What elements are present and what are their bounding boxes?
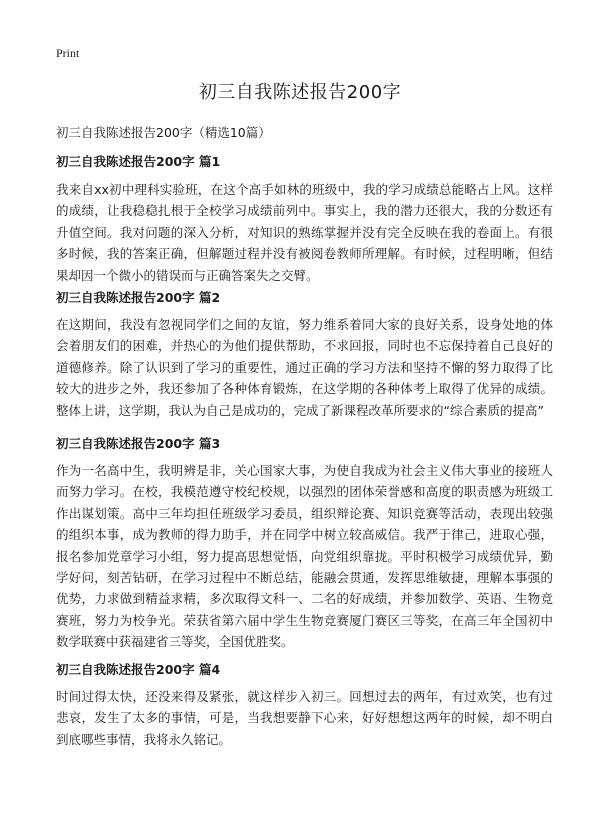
section-paragraph: 时间过得太快，还没来得及紧张，就这样步入初三。回想过去的两年，有过欢笑，也有过悲哀，发生了太多的事情，可是，当我想要静下心来，好好想想这两年的时候，却不明白到底哪些事情，我将永久铭记。 [56, 689, 553, 747]
print-link[interactable]: Print [56, 46, 80, 60]
section-heading: 初三自我陈述报告200字 篇1 [56, 154, 221, 169]
section-paragraph: 在这期间，我没有忽视同学们之间的友谊，努力维系着同大家的良好关系，设身处地的体会着朋友们的困难，并热心的为他们提供帮助，不求回报，同时也不忘保持着自己良好的道德修养。除了认识到了学习的重要性，通过正确的学习方法和坚持不懈的努力取得了比较大的进步之外，我还参加了各种体育锻炼，在这学期的各种体考上取得了优异的成绩。整体上讲，这学期，我认为自己是成功的，完成了新课程改革所要求的“综合素质的提高” [56, 317, 553, 418]
section-heading: 初三自我陈述报告200字 篇3 [56, 436, 221, 451]
document-title: 初三自我陈述报告200字 [198, 82, 402, 103]
section-heading: 初三自我陈述报告200字 篇2 [56, 290, 221, 305]
section-paragraph: 作为一名高中生，我明辨是非，关心国家大事，为使自我成为社会主义伟大事业的接班人而努力学习。在校，我模范遵守校纪校规，以强烈的团体荣誉感和高度的职责感为班级工作出谋划策。高中三年均担任班级学习委员，组织辩论赛、知识竞赛等活动，表现出较强的组织本事，成为教师的得力助手，并在同学中树立较高威信。我严于律己，进取心强，报名参加党章学习小组，努力提高思想觉悟，向党组织靠拢。平时积极学习成绩优异，勤学好问，刻苦钻研，在学习过程中不断总结，能融会贯通，发挥思维敏捷，理解本事强的优势，力求做到精益求精，多次取得文科一、二名的好成绩，并参加数学、英语、生物竞赛班，努力为校争光。荣获省第六届中学生生物竞赛厦门赛区三等奖，在高三年全国初中数学联赛中获福建省三等奖，全国优胜奖。 [56, 463, 553, 650]
section-paragraph: 我来自xx初中理科实验班，在这个高手如林的班级中，我的学习成绩总能略占上风。这样的成绩，让我稳稳扎根于全校学习成绩前列中。事实上，我的潜力还很大，我的分数还有升值空间。我对问题的深入分析，对知识的熟练掌握并没有完全反映在我的卷面上。有很多时候，我的答案正确，但解题过程并没有被阅卷教师所理解。有时候，过程明晰，但结果却因一个微小的错误而与正确答案失之交臂。 [56, 182, 553, 283]
document-subtitle: 初三自我陈述报告200字（精选10篇） [56, 125, 271, 140]
section-heading: 初三自我陈述报告200字 篇4 [56, 662, 221, 677]
